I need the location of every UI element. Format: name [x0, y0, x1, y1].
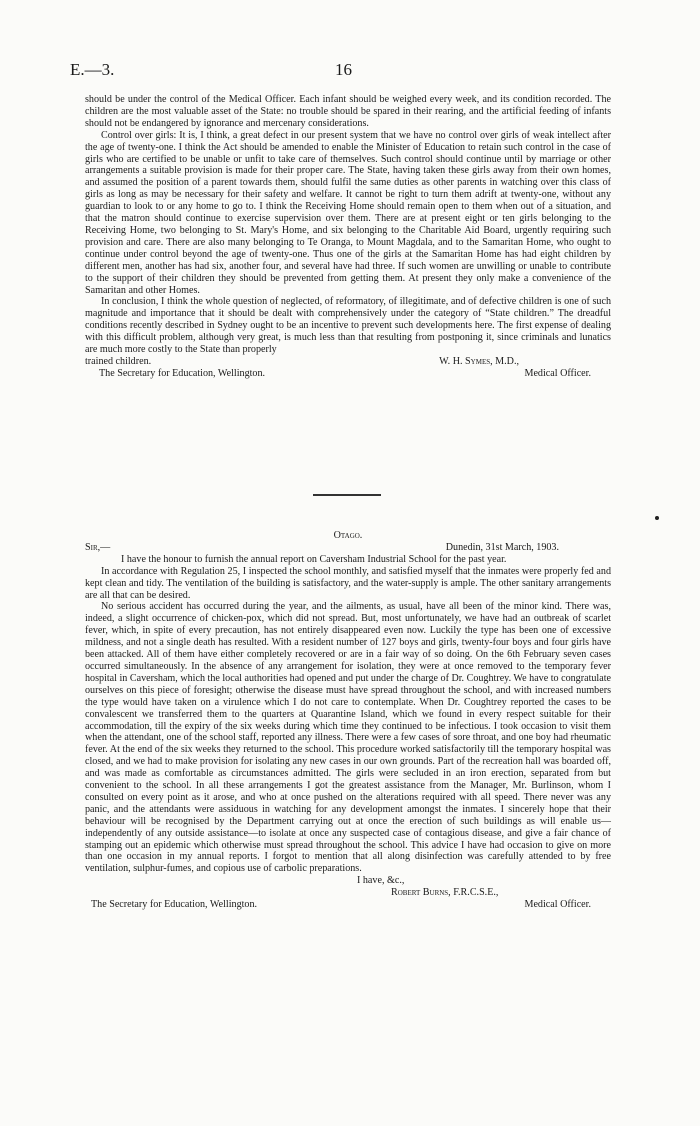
closing: I have, &c., [357, 875, 405, 887]
signer-name: Robert Burns, F.R.C.S.E., [391, 887, 499, 899]
addressee-line [85, 368, 611, 380]
paragraph: Control over girls: It is, I think, a great defect in our present system that we have no control over girls of weak intellect after the age of twenty-one. I think the Act should be amended to enable the Minister of Education to retain such control in the case of girls who are certified to be unable or unfit to take care of themselves. Such control should continue until by marriage or other arrangements a suitable provision is made for their proper care. The State, having taken these girls away from their own homes, and assumed the position of a parent towards them, should fulfil the same duties as other parents in watching over this class of girls as long as may be necessary for their safety and welfare. It cannot be right to turn them adrift at twenty-one, without any guardian to look to or any home to go to. I think the Receiving Home should remain open to them when out of a situation, and that the matron should continue to exercise supervision over them. There are at present eight or ten girls belonging to the Receiving Home, two belonging to St. Mary's Home, and six belonging to the Charitable Aid Board, urgently requiring such provision and care. There are also many belonging to Te Oranga, to Mount Magdala, and to the Samaritan Home, who ought to continue under control beyond the age of twenty-one. Thus one of the girls at the Samaritan Home has had eight children by different men, another has had six, another four, and several have had three. If such women are unwilling or unable to contribute to the support of their children they should be prevented from getting them. At present they only make a convenience of the Samaritan and other Homes. [85, 129, 611, 296]
paragraph: No serious accident has occurred during the year, and the ailments, as usual, have all been of the minor kind. There was, indeed, a slight occurrence of chicken-pox, which did not spread. But, most unfortunately, we have had an outbreak of scarlet fever, which, in spite of every precaution, has not entirely disappeared even now. Luckily the type has been one of excessive mildness, and not a single death has resulted. With a resident number of 127 boys and girls, twenty-four boys and four girls have been attacked. All of them have either completely recovered or are in a fair way of so doing. On the 6th February seven cases occurred simultaneously. In the absence of any arrangement for isolation, they were at once removed to the temporary fever hospital in Caversham, which the local authorities had opened and put under the charge of Dr. Coughtrey. We have to congratulate ourselves on this piece of foresight; otherwise the disease must have spread throughout the school, and with increased numbers the type would have taken on a virulence which I do not care to contemplate. When Dr. Coughtrey reported the cases to be convalescent we transferred them to the quarters at Quarantine Island, which we found in every respect suitable for their accommodation, till the expiry of the six weeks during which time they continued to be infectious. I took occasion to visit them when the attendant, one of the school staff, reported any illness. There were a few cases of sore throat, and one boy had rheumatic fever. At the end of the six weeks they returned to the school. This procedure worked satisfactorily till the temporary hospital was closed, and we had to make provision for isolating any new cases in our own grounds. Part of the recreation hall was boarded off, and was made as comfortable as circumstances admitted. The girls were secluded in an iron erection, separated from but convenient to the school. In all these arrangements I got the greatest assistance from the Manager, Mr. Burlinson, whom I consulted on every point as it arose, and who at once pushed on the alterations required with all speed. There never was any panic, and the attendants were assiduous in watching for any development amongst the inmates. I sincerely hope that their behaviour will be recognised by the Department carrying out at once the erection of such buildings as will enable us—independently of any outside assistance—to isolate at once any suspected case of contagious disease, and give a fair chance of stamping out an epidemic which otherwise must spread throughout the school. This advice I have had occasion to give on more than one occasion in my annual reports. I forgot to mention that all along disinfection was carefully attended to by free ventilation, sulphur-fumes, and copious use of carbolic preparations. [85, 601, 611, 875]
paragraph: should be under the control of the Medical Officer. Each infant should be weighed every week, and its condition recorded. The children are the most valuable asset of the State: no trouble should be spared in their rearing, and the artificial feeding of infants should not be endangered by ignorance and mercenary considerations. [85, 94, 611, 129]
dateline: Dunedin, 31st March, 1903. [445, 541, 559, 553]
signer-name: W. H. Symes, M.D., [439, 355, 519, 367]
symes-report-body [85, 94, 611, 380]
paragraph: In conclusion, I think the whole question of neglected, of reformatory, of illegitimate, and of defective children is one of such magnitude and importance that it should be dealt with comprehensively under the category of “State children.” The dreadful conditions recently described in Sydney ought to be an incentive to prevent such developments here. The first expense of dealing with this difficult problem, although very great, is much less than that resulting from postponing it, since criminals and lunatics are much more costly to the State than properly [85, 296, 611, 356]
closing-text: trained children. [85, 355, 152, 367]
caversham-report-body [85, 530, 611, 911]
paragraph: In accordance with Regulation 25, I inspected the school monthly, and satisfied myself that the inmates were properly fed and kept clean and tidy. The ventilation of the building is satisfactory, and the water-supply is ample. The other sanitary arrangements are all that can be desired. [85, 565, 611, 601]
print-speck [655, 516, 659, 520]
signer-title: Medical Officer. [524, 367, 591, 379]
dateline-row [85, 542, 611, 554]
salutation: Sir,— [85, 541, 111, 553]
page-number: 16 [335, 60, 352, 79]
signature-line [85, 356, 611, 368]
addressee: The Secretary for Education, Wellington. [91, 899, 258, 911]
addressee-line [85, 899, 611, 911]
addressee: The Secretary for Education, Wellington. [99, 367, 266, 379]
paragraph: I have the honour to furnish the annual report on Caversham Industrial School for the past year. [121, 553, 507, 565]
signer-title: Medical Officer. [524, 899, 591, 911]
section-heading: Otago. [333, 530, 363, 541]
section-divider [313, 494, 381, 496]
report-reference: E.—3. [70, 60, 115, 79]
